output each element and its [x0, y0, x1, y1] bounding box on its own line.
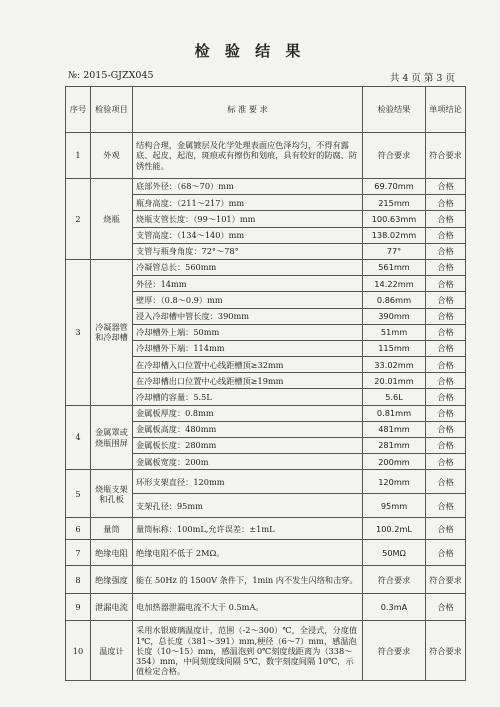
result-cell: 100.2mL [363, 518, 426, 540]
result-cell: 5.6L [363, 389, 426, 405]
conclusion-cell: 合格 [426, 211, 466, 227]
table-row [66, 133, 466, 179]
inspection-item: 泄漏电流 [91, 594, 133, 621]
table-row [66, 540, 466, 566]
result-cell: 281mm [363, 438, 426, 454]
conclusion-cell: 合格 [426, 454, 466, 470]
result-cell: 符合要求 [363, 566, 426, 594]
requirement-cell: 冷却槽外下端：114mm [133, 340, 363, 356]
requirement-cell: 环形支架直径：120mm [133, 470, 363, 494]
table-row [66, 518, 466, 540]
result-cell: 215mm [363, 195, 426, 211]
requirement-cell: 结构合理，金属镀层及化学处理表面应色泽均匀，不得有露底、起皮、起泡，斑痕或有擦伤和划痕，具有较好的防腐、防锈性能。 [133, 133, 363, 179]
requirement-cell: 冷凝管总长：560mm [133, 259, 363, 275]
conclusion-cell: 合格 [426, 594, 466, 621]
row-number: 6 [66, 518, 91, 540]
result-cell: 120mm [363, 470, 426, 494]
requirement-cell: 浸入冷却槽中管长度：390mm [133, 308, 363, 324]
inspection-item: 烧瓶支架和孔板 [91, 470, 133, 518]
page-title: 检 验 结 果 [194, 42, 306, 60]
requirement-cell: 金属板长度：280mm [133, 438, 363, 454]
requirement-cell: 能在 50Hz 的 1500V 条件下，1min 内不发生闪络和击穿。 [133, 566, 363, 594]
table-body [66, 133, 466, 681]
inspection-item: 绝缘电阻 [91, 540, 133, 566]
requirement-cell: 支管高度：（134～140）mm [133, 227, 363, 243]
table-row [66, 405, 466, 421]
conclusion-cell: 合格 [426, 227, 466, 243]
conclusion-cell: 合格 [426, 518, 466, 540]
requirement-cell: 烧瓶支管长度：（99～101）mm [133, 211, 363, 227]
requirement-cell: 金属板厚度：0.8mm [133, 405, 363, 421]
row-number: 3 [66, 259, 91, 405]
requirement-cell: 冷却槽的容量：5.5L [133, 389, 363, 405]
table-row [66, 621, 466, 681]
result-cell: 0.81mm [363, 405, 426, 421]
result-cell: 69.70mm [363, 179, 426, 195]
conclusion-cell: 合格 [426, 276, 466, 292]
table-row [66, 259, 466, 275]
header-result: 检验结果 [363, 87, 426, 133]
requirement-cell: 冷却槽外上端：50mm [133, 324, 363, 340]
result-cell: 符合要求 [363, 133, 426, 179]
result-cell: 50MΩ [363, 540, 426, 566]
result-cell: 200mm [363, 454, 426, 470]
result-cell: 20.01mm [363, 373, 426, 389]
row-number: 7 [66, 540, 91, 566]
table-row [66, 470, 466, 494]
header-conclusion: 单项结论 [426, 87, 466, 133]
requirement-cell: 底部外径：（68～70）mm [133, 179, 363, 195]
requirement-cell: 支管与瓶身角度：72°～78° [133, 243, 363, 259]
requirement-cell: 电加热器泄漏电流不大于 0.5mA。 [133, 594, 363, 621]
conclusion-cell: 合格 [426, 292, 466, 308]
requirement-cell: 在冷却槽入口位置中心线距槽顶≥32mm [133, 357, 363, 373]
inspection-item: 外观 [91, 133, 133, 179]
conclusion-cell: 合格 [426, 438, 466, 454]
result-cell: 0.3mA [363, 594, 426, 621]
conclusion-cell: 合格 [426, 540, 466, 566]
header-item: 检验项目 [91, 87, 133, 133]
requirement-cell: 壁厚：（0.8～0.9）mm [133, 292, 363, 308]
row-number: 1 [66, 133, 91, 179]
inspection-results-table [65, 86, 466, 681]
conclusion-cell: 合格 [426, 373, 466, 389]
conclusion-cell: 合格 [426, 470, 466, 494]
conclusion-cell: 合格 [426, 195, 466, 211]
row-number: 4 [66, 405, 91, 470]
table-header-row [66, 87, 466, 133]
conclusion-cell: 合格 [426, 243, 466, 259]
result-cell: 14.22mm [363, 276, 426, 292]
requirement-cell: 瓶身高度：（211～217）mm [133, 195, 363, 211]
header-no: 序号 [66, 87, 91, 133]
conclusion-cell: 合格 [426, 340, 466, 356]
result-cell: 138.02mm [363, 227, 426, 243]
requirement-cell: 外径：14mm [133, 276, 363, 292]
table-row [66, 594, 466, 621]
requirement-cell: 采用水银玻璃温度计，范围（-2～300）℃，全浸式，分度值 1℃，总长度（381～391）mm,梗径（6～7）mm，感温泡长度（10～15）mm，感温泡到 0℃刻度线距离为（338～354）mm，中间刻度线间隔 5℃，数字刻度间隔 10℃，示值检定合格。 [133, 621, 363, 681]
conclusion-cell: 符合要求 [426, 621, 466, 681]
page-info: 共 4 页 第 3 页 [389, 73, 455, 84]
row-number: 2 [66, 179, 91, 260]
conclusion-cell: 合格 [426, 357, 466, 373]
result-cell: 33.02mm [363, 357, 426, 373]
inspection-item: 金属罩或烧瓶围屏 [91, 405, 133, 470]
requirement-cell: 绝缘电阻不低于 2MΩ。 [133, 540, 363, 566]
requirement-cell: 金属板宽度：200m [133, 454, 363, 470]
inspection-item: 绝缘强度 [91, 566, 133, 594]
requirement-cell: 支架孔径：95mm [133, 494, 363, 518]
result-cell: 0.86mm [363, 292, 426, 308]
result-cell: 390mm [363, 308, 426, 324]
result-cell: 481mm [363, 421, 426, 437]
conclusion-cell: 合格 [426, 179, 466, 195]
result-cell: 115mm [363, 340, 426, 356]
row-number: 8 [66, 566, 91, 594]
conclusion-cell: 合格 [426, 421, 466, 437]
result-cell: 561mm [363, 259, 426, 275]
table-row [66, 566, 466, 594]
inspection-item: 温度计 [91, 621, 133, 681]
result-cell: 77° [363, 243, 426, 259]
inspection-item: 烧瓶 [91, 179, 133, 260]
header-requirement: 标 准 要 求 [133, 87, 363, 133]
conclusion-cell: 符合要求 [426, 566, 466, 594]
inspection-item: 冷凝器管和冷却槽 [91, 259, 133, 405]
conclusion-cell: 合格 [426, 259, 466, 275]
document-number: №: 2015-GJZX045 [68, 70, 154, 81]
conclusion-cell: 合格 [426, 389, 466, 405]
inspection-item: 量筒 [91, 518, 133, 540]
requirement-cell: 量筒标称：100mL,允许误差：±1mL [133, 518, 363, 540]
result-cell: 95mm [363, 494, 426, 518]
conclusion-cell: 合格 [426, 494, 466, 518]
row-number: 9 [66, 594, 91, 621]
table-row [66, 179, 466, 195]
row-number: 10 [66, 621, 91, 681]
conclusion-cell: 合格 [426, 405, 466, 421]
requirement-cell: 金属板高度：480mm [133, 421, 363, 437]
result-cell: 100.63mm [363, 211, 426, 227]
row-number: 5 [66, 470, 91, 518]
conclusion-cell: 合格 [426, 308, 466, 324]
requirement-cell: 在冷却槽出口位置中心线距槽顶≥19mm [133, 373, 363, 389]
conclusion-cell: 合格 [426, 324, 466, 340]
result-cell: 符合要求 [363, 621, 426, 681]
result-cell: 51mm [363, 324, 426, 340]
conclusion-cell: 符合要求 [426, 133, 466, 179]
